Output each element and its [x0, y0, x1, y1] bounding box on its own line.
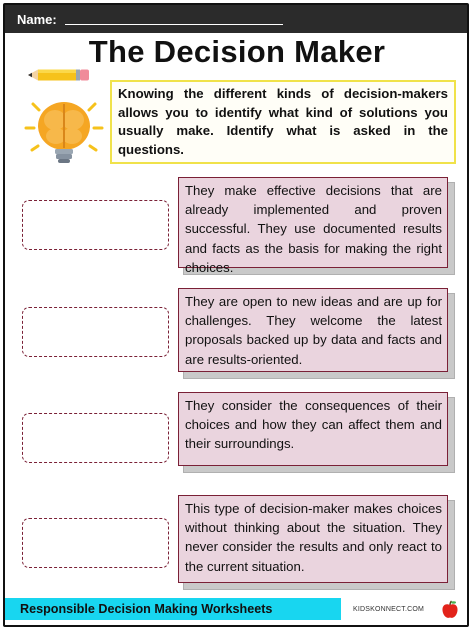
description-text-2: They are open to new ideas and are up for challenges. They welcome the latest proposals backed up by data and facts and are results-oriented.: [185, 294, 442, 367]
description-card-4: [178, 495, 448, 583]
description-text-4: This type of decision-maker makes choices without thinking about the situation. They never consider the results and only react to the current situation.: [185, 501, 442, 574]
name-label: Name:: [17, 11, 57, 27]
footer-brand: KIDSKONNECT.COM: [353, 606, 425, 613]
intro-box: [110, 80, 456, 164]
description-text-1: They make effective decisions that are already implemented and proven successful. They use documented results and facts as the basis for making the right choices.: [185, 183, 442, 275]
apple-icon: [440, 600, 460, 620]
pencil-icon: [28, 68, 90, 82]
intro-text: Knowing the different kinds of decision-makers allows you to identify what kind of solutions you usually make. Identify what is asked in the questions.: [118, 86, 448, 157]
answer-box-2[interactable]: [22, 307, 169, 357]
footer-bar: [5, 598, 341, 620]
footer-title: Responsible Decision Making Worksheets: [20, 602, 273, 616]
description-card-2: [178, 288, 448, 372]
answer-box-1[interactable]: [22, 200, 169, 250]
answer-box-3[interactable]: [22, 413, 169, 463]
description-card-3: [178, 392, 448, 466]
description-text-3: They consider the consequences of their choices and how they can affect them and their surroundings.: [185, 398, 442, 452]
name-line[interactable]: [65, 24, 283, 25]
name-header-bar: [5, 5, 467, 33]
brain-lightbulb-icon: [22, 92, 106, 172]
worksheet-title: The Decision Maker: [88, 34, 386, 69]
description-card-1: [178, 177, 448, 275]
answer-box-4[interactable]: [22, 518, 169, 568]
